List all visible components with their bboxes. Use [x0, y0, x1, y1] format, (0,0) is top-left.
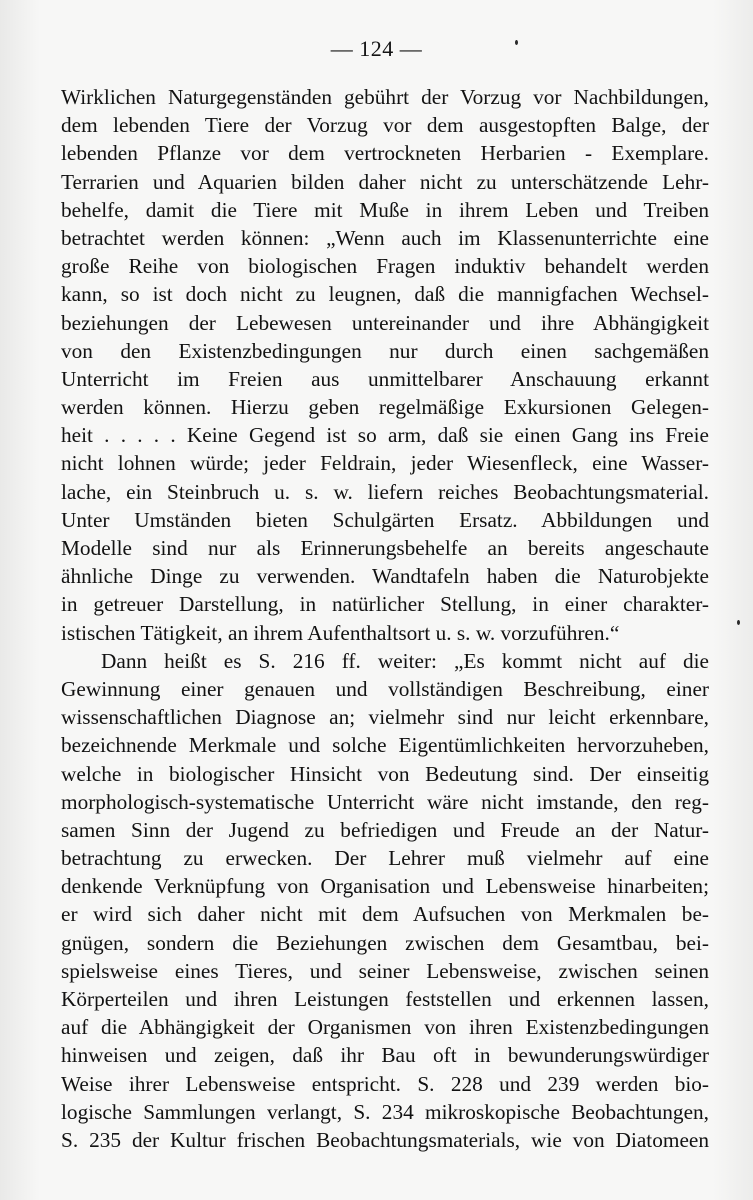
text-line: logische Sammlungen verlangt, S. 234 mikroskopische Beobachtungen, — [61, 1099, 709, 1124]
scan-speck — [515, 40, 518, 45]
text-line: kann, so ist doch nicht zu leugnen, daß die mannigfachen Wechsel- — [61, 282, 709, 307]
text-line: dem lebenden Tiere der Vorzug vor dem ausgestopften Balge, der — [61, 113, 709, 138]
text-line: betrachtung zu erwecken. Der Lehrer muß vielmehr auf eine — [61, 846, 709, 871]
body-text — [61, 83, 709, 1154]
paragraph-start-line: Dann heißt es S. 216 ff. weiter: „Es kommt nicht auf die — [101, 648, 709, 673]
text-line: morphologisch-systematische Unterricht wäre nicht imstande, den reg- — [61, 789, 709, 814]
text-line: von den Existenzbedingungen nur durch einen sachgemäßen — [61, 338, 709, 363]
text-line: auf die Abhängigkeit der Organismen von ihren Existenzbedingungen — [61, 1015, 709, 1040]
text-line: beziehungen der Lebewesen untereinander und ihre Abhängigkeit — [61, 310, 709, 335]
text-line: betrachtet werden können: „Wenn auch im Klassenunterrichte eine — [61, 225, 709, 250]
text-line: in getreuer Darstellung, in natürlicher Stellung, in einer charakter- — [61, 592, 709, 617]
text-line: welche in biologischer Hinsicht von Bedeutung sind. Der einseitig — [61, 761, 709, 786]
text-line: Terrarien und Aquarien bilden daher nicht zu unterschätzende Lehr- — [61, 169, 709, 194]
text-line: lebenden Pflanze vor dem vertrockneten Herbarien - Exemplare. — [61, 141, 709, 166]
text-line: ähnliche Dinge zu verwenden. Wandtafeln haben die Naturobjekte — [61, 564, 709, 589]
text-line: Modelle sind nur als Erinnerungsbehelfe an bereits angeschaute — [61, 536, 709, 560]
text-line: Unterricht im Freien aus unmittelbarer Anschauung erkannt — [61, 366, 709, 391]
text-line: Unter Umständen bieten Schulgärten Ersatz. Abbildungen und — [61, 507, 709, 532]
text-line: er wird sich daher nicht mit dem Aufsuchen von Merkmalen be- — [61, 902, 709, 927]
text-line: bezeichnende Merkmale und solche Eigentümlichkeiten hervorzuheben, — [61, 733, 709, 758]
text-line: hinweisen und zeigen, daß ihr Bau oft in bewunderungswürdiger — [61, 1043, 709, 1068]
text-line: Gewinnung einer genauen und vollständigen Beschreibung, einer — [61, 676, 709, 701]
text-line: nicht lohnen würde; jeder Feldrain, jeder Wiesenfleck, eine Wasser- — [61, 451, 709, 476]
text-line: S. 235 der Kultur frischen Beobachtungsmaterials, wie von Diatomeen — [61, 1127, 709, 1152]
text-line: Weise ihrer Lebensweise entspricht. S. 228 und 239 werden bio- — [61, 1071, 709, 1096]
text-line: gnügen, sondern die Beziehungen zwischen dem Gesamtbau, bei- — [61, 930, 709, 955]
text-line: werden können. Hierzu geben regelmäßige Exkursionen Gelegen- — [61, 395, 709, 420]
paragraph-end-line: istischen Tätigkeit, an ihrem Aufenthaltsort u. s. w. vorzuführen.“ — [61, 620, 620, 645]
text-line: große Reihe von biologischen Fragen induktiv behandelt werden — [61, 254, 709, 279]
text-line: heit . . . . . Keine Gegend ist so arm, daß sie einen Gang ins Freie — [61, 423, 709, 448]
text-line: behelfe, damit die Tiere mit Muße in ihrem Leben und Treiben — [61, 197, 709, 222]
text-line: lache, ein Steinbruch u. s. w. liefern reiches Beobachtungsmaterial. — [61, 479, 709, 504]
text-line: wissenschaftlichen Diagnose an; vielmehr sind nur leicht erkennbare, — [61, 705, 709, 730]
text-line: denkende Verknüpfung von Organisation und Lebensweise hinarbeiten; — [61, 874, 709, 899]
text-line: Körperteilen und ihren Leistungen feststellen und erkennen lassen, — [61, 987, 709, 1011]
text-line: spielsweise eines Tieres, und seiner Lebensweise, zwischen seinen — [61, 958, 709, 983]
text-line: samen Sinn der Jugend zu befriedigen und Freude an der Natur- — [61, 817, 709, 842]
scan-speck — [737, 620, 740, 625]
text-line: Wirklichen Naturgegenständen gebührt der Vorzug vor Nachbildungen, — [61, 85, 709, 109]
page-number: — 124 — — [330, 36, 423, 61]
